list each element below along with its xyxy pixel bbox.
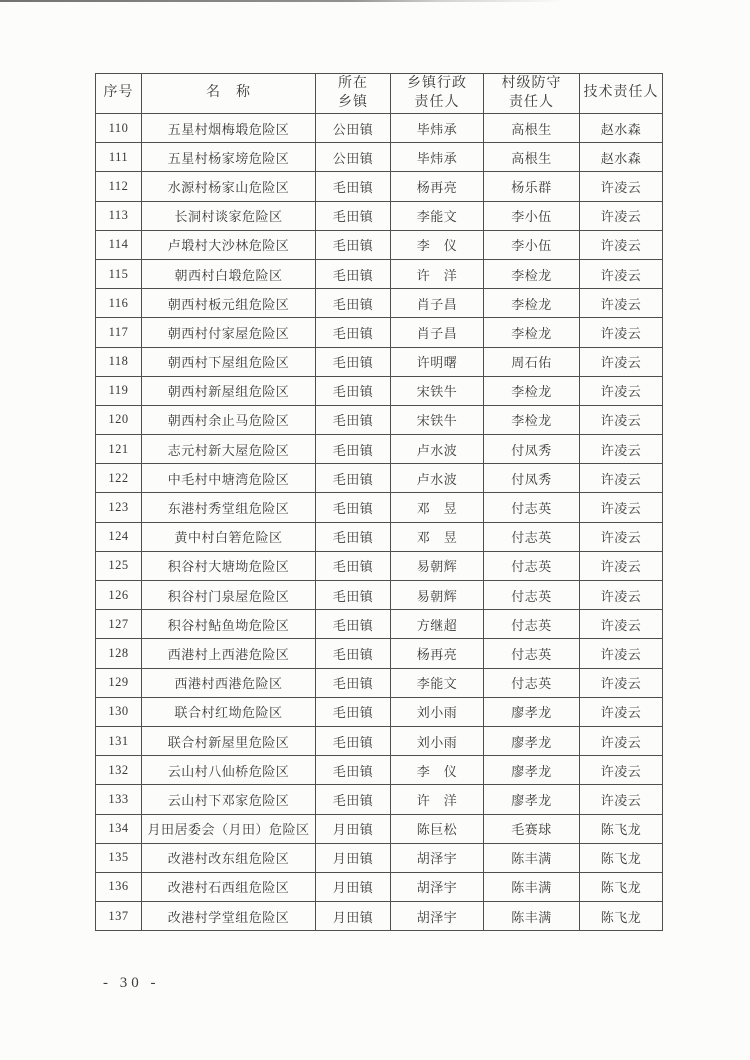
table-row <box>96 522 663 551</box>
cell-name: 卢塅村大沙林危险区 <box>142 230 316 259</box>
cell-name: 长洞村谈家危险区 <box>142 201 316 230</box>
cell-township-admin-responsible: 李 仪 <box>391 756 484 785</box>
cell-township-admin-responsible: 李 仪 <box>391 230 484 259</box>
cell-village-defense-responsible: 周石佑 <box>484 347 580 376</box>
cell-technical-responsible: 许凌云 <box>580 610 663 639</box>
cell-index: 133 <box>96 785 142 814</box>
table-row <box>96 172 663 201</box>
cell-township-admin-responsible: 毕炜承 <box>391 114 484 143</box>
cell-index: 121 <box>96 435 142 464</box>
cell-technical-responsible: 许凌云 <box>580 347 663 376</box>
column-header: 名 称 <box>142 74 316 114</box>
cell-village-defense-responsible: 付志英 <box>484 581 580 610</box>
column-header: 村级防守 责任人 <box>484 74 580 114</box>
cell-name: 积谷村门泉屋危险区 <box>142 581 316 610</box>
table-row <box>96 843 663 872</box>
cell-village-defense-responsible: 廖孝龙 <box>484 697 580 726</box>
cell-technical-responsible: 许凌云 <box>580 230 663 259</box>
cell-township: 毛田镇 <box>316 668 391 697</box>
cell-technical-responsible: 许凌云 <box>580 756 663 785</box>
cell-index: 125 <box>96 551 142 580</box>
cell-township: 公田镇 <box>316 114 391 143</box>
cell-village-defense-responsible: 陈丰满 <box>484 843 580 872</box>
cell-village-defense-responsible: 付志英 <box>484 610 580 639</box>
cell-technical-responsible: 陈飞龙 <box>580 902 663 931</box>
table-row <box>96 756 663 785</box>
cell-township: 毛田镇 <box>316 785 391 814</box>
cell-township: 毛田镇 <box>316 405 391 434</box>
cell-township-admin-responsible: 胡泽宇 <box>391 843 484 872</box>
cell-index: 118 <box>96 347 142 376</box>
table-row <box>96 289 663 318</box>
cell-township: 毛田镇 <box>316 726 391 755</box>
cell-index: 111 <box>96 143 142 172</box>
cell-township: 月田镇 <box>316 814 391 843</box>
table-row <box>96 230 663 259</box>
cell-village-defense-responsible: 付志英 <box>484 522 580 551</box>
danger-zone-responsibility-table <box>95 73 663 931</box>
cell-township: 毛田镇 <box>316 464 391 493</box>
cell-township-admin-responsible: 方继超 <box>391 610 484 639</box>
table-row <box>96 259 663 288</box>
cell-technical-responsible: 许凌云 <box>580 289 663 318</box>
cell-township-admin-responsible: 陈巨松 <box>391 814 484 843</box>
cell-technical-responsible: 陈飞龙 <box>580 843 663 872</box>
cell-index: 137 <box>96 902 142 931</box>
cell-name: 朝西村白塅危险区 <box>142 259 316 288</box>
cell-village-defense-responsible: 李检龙 <box>484 289 580 318</box>
cell-name: 东港村秀堂组危险区 <box>142 493 316 522</box>
cell-index: 119 <box>96 376 142 405</box>
cell-township-admin-responsible: 邓 昱 <box>391 493 484 522</box>
cell-township-admin-responsible: 卢水波 <box>391 464 484 493</box>
cell-township: 毛田镇 <box>316 522 391 551</box>
cell-township-admin-responsible: 胡泽宇 <box>391 902 484 931</box>
column-header: 技术责任人 <box>580 74 663 114</box>
cell-technical-responsible: 许凌云 <box>580 522 663 551</box>
cell-township-admin-responsible: 刘小雨 <box>391 697 484 726</box>
cell-index: 120 <box>96 405 142 434</box>
cell-township: 毛田镇 <box>316 581 391 610</box>
cell-technical-responsible: 许凌云 <box>580 464 663 493</box>
cell-township: 毛田镇 <box>316 493 391 522</box>
cell-technical-responsible: 陈飞龙 <box>580 872 663 901</box>
cell-technical-responsible: 许凌云 <box>580 201 663 230</box>
cell-index: 114 <box>96 230 142 259</box>
cell-village-defense-responsible: 李检龙 <box>484 405 580 434</box>
cell-township-admin-responsible: 杨再亮 <box>391 639 484 668</box>
cell-name: 五星村烟梅塅危险区 <box>142 114 316 143</box>
cell-village-defense-responsible: 李检龙 <box>484 376 580 405</box>
cell-technical-responsible: 许凌云 <box>580 639 663 668</box>
cell-village-defense-responsible: 付志英 <box>484 551 580 580</box>
cell-index: 112 <box>96 172 142 201</box>
cell-technical-responsible: 许凌云 <box>580 405 663 434</box>
cell-index: 110 <box>96 114 142 143</box>
cell-township-admin-responsible: 杨再亮 <box>391 172 484 201</box>
column-header: 序号 <box>96 74 142 114</box>
table-row <box>96 405 663 434</box>
cell-technical-responsible: 赵水森 <box>580 114 663 143</box>
table-row <box>96 639 663 668</box>
cell-name: 积谷村鲇鱼坳危险区 <box>142 610 316 639</box>
table-row <box>96 318 663 347</box>
cell-township-admin-responsible: 卢水波 <box>391 435 484 464</box>
cell-township: 月田镇 <box>316 843 391 872</box>
cell-township-admin-responsible: 许 洋 <box>391 785 484 814</box>
cell-village-defense-responsible: 付志英 <box>484 493 580 522</box>
table-row <box>96 143 663 172</box>
table-row <box>96 814 663 843</box>
cell-index: 135 <box>96 843 142 872</box>
cell-name: 五星村杨家塝危险区 <box>142 143 316 172</box>
cell-township: 公田镇 <box>316 143 391 172</box>
cell-township-admin-responsible: 毕炜承 <box>391 143 484 172</box>
cell-township-admin-responsible: 肖子昌 <box>391 289 484 318</box>
cell-name: 西港村西港危险区 <box>142 668 316 697</box>
cell-township-admin-responsible: 易朝辉 <box>391 551 484 580</box>
table-header-row <box>96 74 663 114</box>
cell-name: 朝西村板元组危险区 <box>142 289 316 318</box>
cell-township: 毛田镇 <box>316 259 391 288</box>
cell-village-defense-responsible: 陈丰满 <box>484 872 580 901</box>
cell-village-defense-responsible: 李检龙 <box>484 318 580 347</box>
cell-name: 联合村红坳危险区 <box>142 697 316 726</box>
cell-technical-responsible: 许凌云 <box>580 259 663 288</box>
cell-index: 115 <box>96 259 142 288</box>
cell-township: 毛田镇 <box>316 756 391 785</box>
cell-technical-responsible: 陈飞龙 <box>580 814 663 843</box>
cell-village-defense-responsible: 李小伍 <box>484 201 580 230</box>
cell-technical-responsible: 许凌云 <box>580 726 663 755</box>
cell-village-defense-responsible: 李检龙 <box>484 259 580 288</box>
cell-technical-responsible: 赵水森 <box>580 143 663 172</box>
cell-index: 122 <box>96 464 142 493</box>
column-header: 所在 乡镇 <box>316 74 391 114</box>
cell-technical-responsible: 许凌云 <box>580 318 663 347</box>
cell-village-defense-responsible: 高根生 <box>484 143 580 172</box>
table-row <box>96 114 663 143</box>
cell-index: 126 <box>96 581 142 610</box>
cell-technical-responsible: 许凌云 <box>580 376 663 405</box>
cell-name: 月田居委会（月田）危险区 <box>142 814 316 843</box>
table-header <box>96 74 663 114</box>
cell-name: 黄中村白箬危险区 <box>142 522 316 551</box>
cell-name: 云山村下邓家危险区 <box>142 785 316 814</box>
cell-name: 改港村改东组危险区 <box>142 843 316 872</box>
cell-township-admin-responsible: 邓 昱 <box>391 522 484 551</box>
cell-township: 毛田镇 <box>316 697 391 726</box>
cell-township: 月田镇 <box>316 902 391 931</box>
cell-technical-responsible: 许凌云 <box>580 551 663 580</box>
cell-township-admin-responsible: 胡泽宇 <box>391 872 484 901</box>
cell-index: 117 <box>96 318 142 347</box>
table-body <box>96 114 663 931</box>
cell-index: 113 <box>96 201 142 230</box>
cell-name: 朝西村余止马危险区 <box>142 405 316 434</box>
cell-name: 水源村杨家山危险区 <box>142 172 316 201</box>
cell-township: 毛田镇 <box>316 289 391 318</box>
cell-township: 月田镇 <box>316 872 391 901</box>
cell-technical-responsible: 许凌云 <box>580 697 663 726</box>
cell-village-defense-responsible: 陈丰满 <box>484 902 580 931</box>
cell-township-admin-responsible: 易朝辉 <box>391 581 484 610</box>
cell-township: 毛田镇 <box>316 172 391 201</box>
cell-village-defense-responsible: 付志英 <box>484 668 580 697</box>
cell-village-defense-responsible: 付凤秀 <box>484 464 580 493</box>
cell-name: 联合村新屋里危险区 <box>142 726 316 755</box>
cell-name: 朝西村下屋组危险区 <box>142 347 316 376</box>
table-row <box>96 551 663 580</box>
cell-village-defense-responsible: 付凤秀 <box>484 435 580 464</box>
cell-name: 志元村新大屋危险区 <box>142 435 316 464</box>
cell-index: 131 <box>96 726 142 755</box>
cell-township-admin-responsible: 宋铁牛 <box>391 376 484 405</box>
column-header: 乡镇行政 责任人 <box>391 74 484 114</box>
scan-artifact-line <box>0 0 565 2</box>
table-row <box>96 785 663 814</box>
cell-village-defense-responsible: 毛赛球 <box>484 814 580 843</box>
cell-index: 124 <box>96 522 142 551</box>
cell-village-defense-responsible: 付志英 <box>484 639 580 668</box>
cell-index: 128 <box>96 639 142 668</box>
table-row <box>96 464 663 493</box>
cell-township-admin-responsible: 刘小雨 <box>391 726 484 755</box>
cell-name: 改港村学堂组危险区 <box>142 902 316 931</box>
cell-name: 云山村八仙桥危险区 <box>142 756 316 785</box>
table-row <box>96 581 663 610</box>
cell-township: 毛田镇 <box>316 639 391 668</box>
cell-township-admin-responsible: 许 洋 <box>391 259 484 288</box>
table-row <box>96 610 663 639</box>
cell-index: 129 <box>96 668 142 697</box>
cell-technical-responsible: 许凌云 <box>580 435 663 464</box>
table-row <box>96 493 663 522</box>
cell-technical-responsible: 许凌云 <box>580 493 663 522</box>
cell-township: 毛田镇 <box>316 610 391 639</box>
cell-village-defense-responsible: 廖孝龙 <box>484 756 580 785</box>
cell-township: 毛田镇 <box>316 201 391 230</box>
table-row <box>96 347 663 376</box>
cell-name: 朝西村付家屋危险区 <box>142 318 316 347</box>
cell-village-defense-responsible: 李小伍 <box>484 230 580 259</box>
cell-technical-responsible: 许凌云 <box>580 668 663 697</box>
cell-village-defense-responsible: 高根生 <box>484 114 580 143</box>
cell-name: 改港村石西组危险区 <box>142 872 316 901</box>
cell-township: 毛田镇 <box>316 230 391 259</box>
cell-village-defense-responsible: 杨乐群 <box>484 172 580 201</box>
cell-township: 毛田镇 <box>316 435 391 464</box>
cell-index: 127 <box>96 610 142 639</box>
cell-village-defense-responsible: 廖孝龙 <box>484 785 580 814</box>
cell-township-admin-responsible: 李能文 <box>391 201 484 230</box>
cell-township-admin-responsible: 许明曙 <box>391 347 484 376</box>
cell-name: 朝西村新屋组危险区 <box>142 376 316 405</box>
table-row <box>96 902 663 931</box>
table-row <box>96 376 663 405</box>
cell-index: 136 <box>96 872 142 901</box>
cell-name: 中毛村中塘湾危险区 <box>142 464 316 493</box>
table-row <box>96 668 663 697</box>
cell-township: 毛田镇 <box>316 347 391 376</box>
page-number: - 30 - <box>103 975 160 991</box>
cell-technical-responsible: 许凌云 <box>580 785 663 814</box>
cell-technical-responsible: 许凌云 <box>580 172 663 201</box>
table-row <box>96 726 663 755</box>
table-row <box>96 872 663 901</box>
cell-name: 积谷村大塘坳危险区 <box>142 551 316 580</box>
cell-township: 毛田镇 <box>316 376 391 405</box>
cell-index: 116 <box>96 289 142 318</box>
cell-township: 毛田镇 <box>316 551 391 580</box>
table-row <box>96 435 663 464</box>
cell-village-defense-responsible: 廖孝龙 <box>484 726 580 755</box>
table-row <box>96 697 663 726</box>
cell-index: 134 <box>96 814 142 843</box>
cell-township-admin-responsible: 宋铁牛 <box>391 405 484 434</box>
table-row <box>96 201 663 230</box>
cell-index: 132 <box>96 756 142 785</box>
cell-township-admin-responsible: 李能文 <box>391 668 484 697</box>
cell-index: 130 <box>96 697 142 726</box>
cell-technical-responsible: 许凌云 <box>580 581 663 610</box>
cell-name: 西港村上西港危险区 <box>142 639 316 668</box>
cell-township: 毛田镇 <box>316 318 391 347</box>
cell-township-admin-responsible: 肖子昌 <box>391 318 484 347</box>
cell-index: 123 <box>96 493 142 522</box>
